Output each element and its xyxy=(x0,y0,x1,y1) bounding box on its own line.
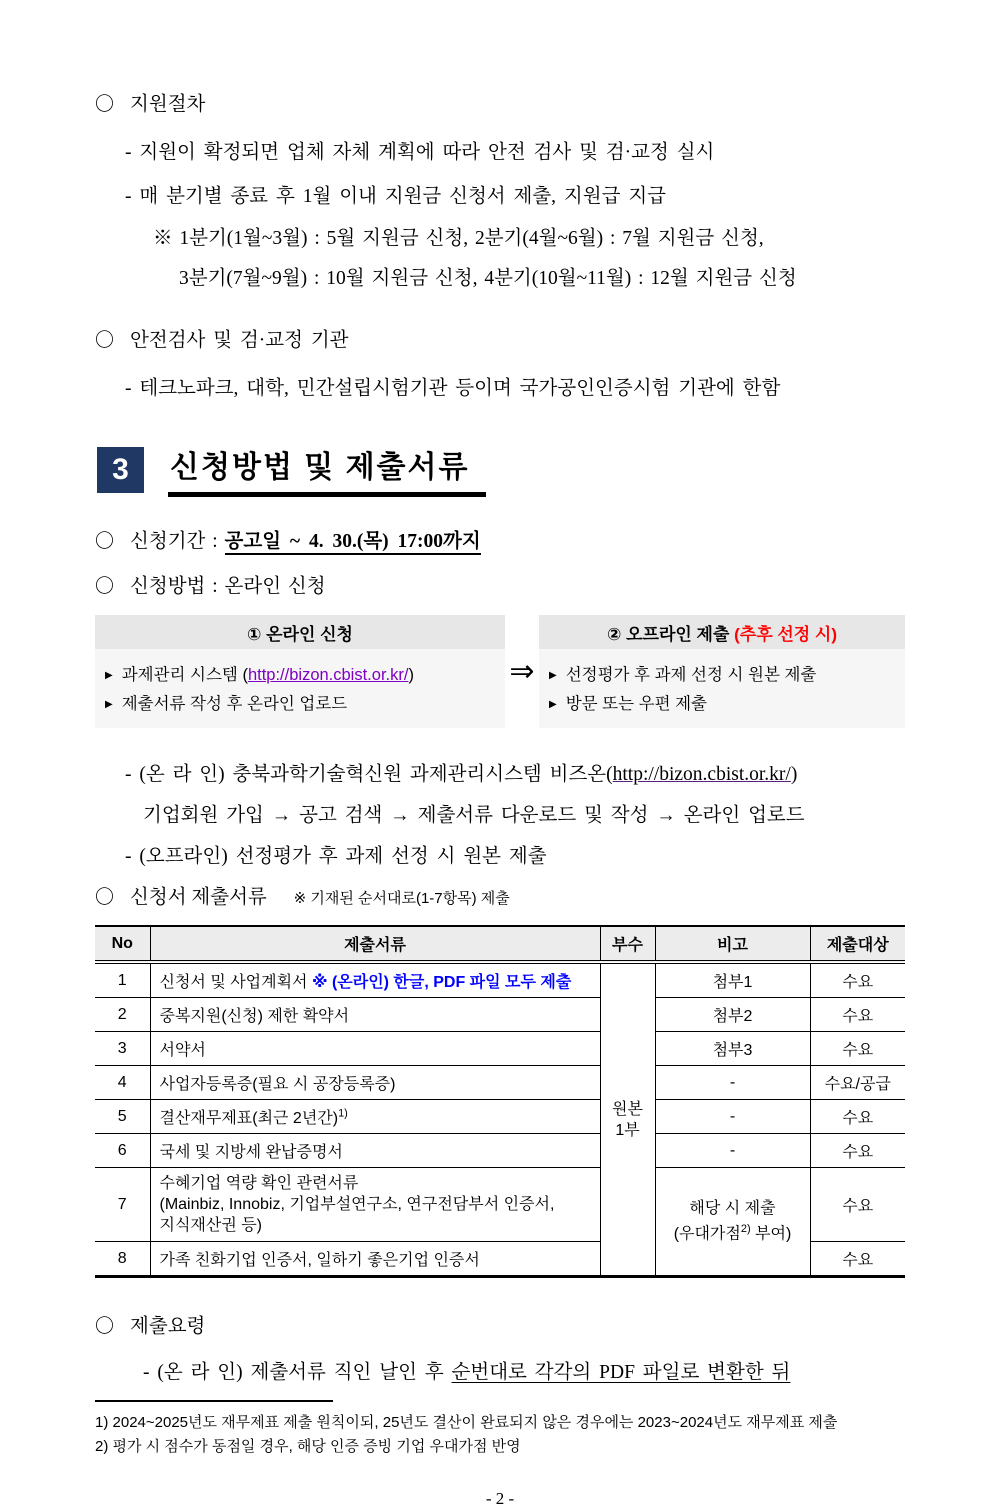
online-detail-line-2: 기업회원 가입 → 공고 검색 → 제출서류 다운로드 및 작성 → 온라인 업로드 xyxy=(143,805,805,826)
cell-remark: 첨부2 xyxy=(655,998,810,1032)
cell-copies-merged xyxy=(600,962,655,1277)
table-row xyxy=(95,1066,905,1100)
cell-target: 수요 xyxy=(810,1100,905,1134)
footnote-2: 2) 평가 시 점수가 동점일 경우, 해당 인증 증빙 기업 우대가점 반영 xyxy=(95,1438,521,1455)
cell-target: 수요 xyxy=(810,1032,905,1066)
cell-no: 8 xyxy=(95,1242,150,1277)
inspection-agency-item: - 테크노파크, 대학, 민간설립시험기관 등이며 국가공인인증시험 기관에 한함 xyxy=(125,378,781,399)
support-process-item-1: - 지원이 확정되면 업체 자체 계획에 따라 안전 검사 및 검·교정 실시 xyxy=(125,142,715,163)
submission-line-underlined: 순번대로 각각의 PDF 파일로 변환한 뒤 xyxy=(451,1362,791,1383)
quarter-note-line-2: 3분기(7월~9월) : 10월 지원금 신청, 4분기(10월~11월) : 12월 지원금 신청 xyxy=(179,268,797,289)
col-header-copies: 부수 xyxy=(600,926,655,962)
col-header-doc: 제출서류 xyxy=(150,926,600,962)
apply-period-label: 신청기간 : xyxy=(130,531,218,552)
apply-method-value: 온라인 신청 xyxy=(224,576,326,597)
cell-remark-merged xyxy=(655,1168,810,1277)
cell-target: 수요 xyxy=(810,1134,905,1168)
online-item1-close: ) xyxy=(408,666,414,684)
online-apply-box xyxy=(95,615,505,728)
footnote-1: 1) 2024~2025년도 재무제표 제출 원칙이되, 25년도 결산이 완료되지 않은 경우에는 2023~2024년도 재무제표 제출 xyxy=(95,1414,838,1431)
remark-line2-pre: (우대가점 xyxy=(673,1225,741,1243)
online-box-body xyxy=(95,649,505,728)
copies-line-2: 1부 xyxy=(615,1121,640,1139)
offline-detail-line: - (오프라인) 선정평가 후 과제 선정 시 원본 제출 xyxy=(125,846,547,867)
table-row xyxy=(95,1134,905,1168)
col-header-remark: 비고 xyxy=(655,926,810,962)
support-process-item-2: - 매 분기별 종료 후 1월 이내 지원금 신청서 제출, 지원급 지급 xyxy=(125,186,666,207)
table-row xyxy=(95,998,905,1032)
offline-item2-text: 방문 또는 우편 제출 xyxy=(565,695,707,713)
inspection-agency-title: 안전검사 및 검·교정 기관 xyxy=(130,330,349,351)
quarter-note-line-1: ※ 1분기(1월~3월) : 5월 지원금 신청, 2분기(4월~6월) : 7월 지원금 신청, xyxy=(153,228,764,249)
offline-box-body xyxy=(539,649,905,728)
online-detail-line-1 xyxy=(95,758,905,786)
support-process-title: 지원절차 xyxy=(130,94,206,115)
submission-line-pre: - (온 라 인) 제출서류 직인 날인 후 xyxy=(143,1362,452,1383)
triangle-bullet-icon: ▶ xyxy=(105,670,113,681)
doc-line-1: 수혜기업 역량 확인 관련서류 xyxy=(159,1175,359,1192)
cell-doc: 서약서 xyxy=(150,1032,600,1066)
doc-line-2: (Mainbiz, Innobiz, 기업부설연구소, 연구전담부서 인증서, xyxy=(159,1196,555,1213)
cell-remark: - xyxy=(655,1100,810,1134)
cell-no: 2 xyxy=(95,998,150,1032)
section-number-badge: 3 xyxy=(97,447,144,493)
cell-no: 6 xyxy=(95,1134,150,1168)
online-box-item-2 xyxy=(105,690,497,714)
cell-doc xyxy=(150,962,600,998)
process-boxes xyxy=(95,615,905,728)
table-header-row xyxy=(95,926,905,962)
submission-heading xyxy=(95,1310,905,1338)
page-number: - 2 - xyxy=(485,1489,515,1508)
circle-bullet-icon: 〇 xyxy=(95,531,115,552)
col-header-no: No xyxy=(95,926,150,962)
footnote-separator xyxy=(95,1400,333,1402)
footnote-ref-1: 1) xyxy=(338,1107,348,1120)
cell-remark: 첨부1 xyxy=(655,962,810,998)
bizon-link-2[interactable]: http://bizon.cbist.or.kr/ xyxy=(612,764,791,785)
offline-title-text: ② 오프라인 제출 xyxy=(607,625,735,644)
offline-item1-text: 선정평가 후 과제 선정 시 원본 제출 xyxy=(565,666,817,684)
section3-title: 신청방법 및 제출서류 xyxy=(168,442,486,497)
online-detail-pre: - (온 라 인) 충북과학기술혁신원 과제관리시스템 비즈온( xyxy=(125,764,613,785)
table-row xyxy=(95,1032,905,1066)
offline-title-red: (추후 선정 시) xyxy=(734,625,837,644)
cell-no: 7 xyxy=(95,1168,150,1242)
cell-target: 수요 xyxy=(810,1168,905,1242)
doc-text: 결산재무제표(최근 2년간) xyxy=(159,1110,339,1127)
offline-box-item-2 xyxy=(549,690,897,714)
submission-title: 제출요령 xyxy=(130,1316,206,1337)
apply-method-label: 신청방법 : xyxy=(130,576,218,597)
submission-line xyxy=(95,1356,905,1384)
inspection-agency-heading xyxy=(95,324,905,352)
documents-table xyxy=(95,925,905,1278)
circle-bullet-icon: 〇 xyxy=(95,576,115,597)
online-item2-text: 제출서류 작성 후 온라인 업로드 xyxy=(121,695,348,713)
offline-box-title xyxy=(539,615,905,649)
online-box-title: ① 온라인 신청 xyxy=(95,615,505,649)
cell-doc xyxy=(150,1100,600,1134)
cell-doc: 중복지원(신청) 제한 확약서 xyxy=(150,998,600,1032)
cell-target: 수요 xyxy=(810,998,905,1032)
offline-submit-box xyxy=(539,615,905,728)
cell-no: 3 xyxy=(95,1032,150,1066)
circle-bullet-icon: 〇 xyxy=(95,330,115,351)
triangle-bullet-icon: ▶ xyxy=(549,670,557,681)
remark-line-2 xyxy=(662,1219,804,1244)
cell-doc xyxy=(150,1168,600,1242)
cell-doc: 사업자등록증(필요 시 공장등록증) xyxy=(150,1066,600,1100)
online-box-item-1 xyxy=(105,661,497,685)
col-header-target: 제출대상 xyxy=(810,926,905,962)
docs-list-title: 신청서 제출서류 xyxy=(130,887,267,908)
offline-box-item-1 xyxy=(549,661,897,685)
remark-line-1: 해당 시 제출 xyxy=(689,1200,776,1218)
cell-remark: - xyxy=(655,1134,810,1168)
online-detail-post: ) xyxy=(790,764,798,785)
apply-period-line xyxy=(95,525,905,553)
cell-remark: - xyxy=(655,1066,810,1100)
cell-doc: 국세 및 지방세 완납증명서 xyxy=(150,1134,600,1168)
cell-doc: 가족 친화기업 인증서, 일하기 좋은기업 인증서 xyxy=(150,1242,600,1277)
docs-list-heading xyxy=(95,881,905,909)
triangle-bullet-icon: ▶ xyxy=(105,699,113,710)
cell-no: 5 xyxy=(95,1100,150,1134)
support-process-heading xyxy=(95,88,905,116)
doc-line-3: 지식재산권 등) xyxy=(159,1217,263,1234)
cell-remark: 첨부3 xyxy=(655,1032,810,1066)
table-row xyxy=(95,1100,905,1134)
cell-no: 4 xyxy=(95,1066,150,1100)
cell-target: 수요 xyxy=(810,962,905,998)
online-item1-text: 과제관리 시스템 ( xyxy=(121,666,248,684)
bizon-link[interactable]: http://bizon.cbist.or.kr/ xyxy=(247,666,409,684)
docs-list-note: ※ 기재된 순서대로(1-7항목) 제출 xyxy=(293,890,510,907)
triangle-bullet-icon: ▶ xyxy=(549,699,557,710)
copies-line-1: 원본 xyxy=(612,1100,643,1118)
remark-line2-post: 부여) xyxy=(750,1225,792,1243)
table-row xyxy=(95,1168,905,1242)
apply-period-value: 공고일 ~ 4. 30.(목) 17:00까지 xyxy=(225,531,481,555)
circle-bullet-icon: 〇 xyxy=(95,94,115,115)
circle-bullet-icon: 〇 xyxy=(95,887,115,908)
section3-header xyxy=(97,442,905,497)
apply-method-line xyxy=(95,570,905,598)
table-row xyxy=(95,962,905,998)
circle-bullet-icon: 〇 xyxy=(95,1316,115,1337)
flow-arrow-icon: ⇒ xyxy=(509,654,535,689)
doc-blue-note: ※ (온라인) 한글, PDF 파일 모두 제출 xyxy=(311,974,572,991)
cell-no: 1 xyxy=(95,962,150,998)
cell-target: 수요/공급 xyxy=(810,1066,905,1100)
doc-text: 신청서 및 사업계획서 xyxy=(159,974,312,991)
footnote-ref-2: 2) xyxy=(740,1223,751,1236)
cell-target: 수요 xyxy=(810,1242,905,1277)
